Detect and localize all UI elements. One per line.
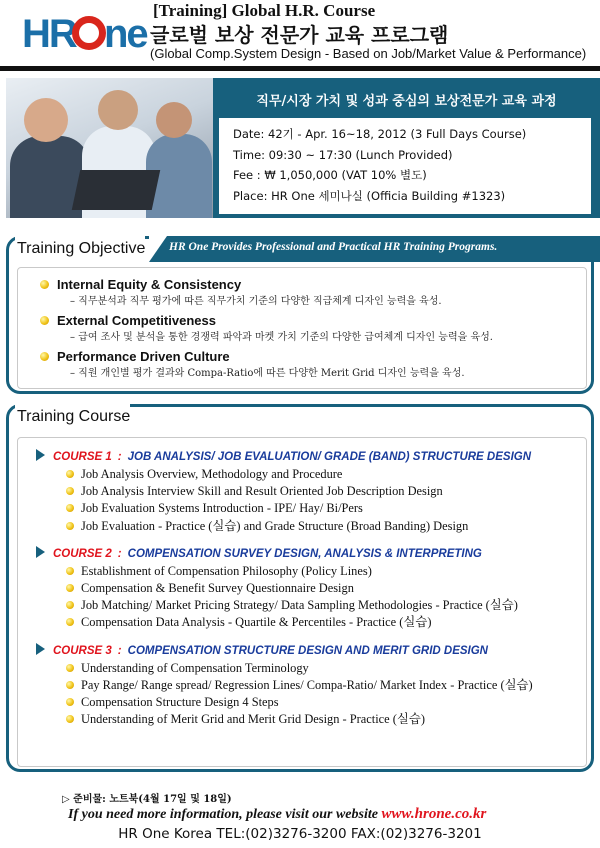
training-objective-section: [6, 236, 594, 394]
program-heading: 직무/시장 가치 및 성과 중심의 보상전문가 교육 과정: [256, 94, 557, 109]
course-block-2: [36, 545, 576, 632]
bullet-icon: [66, 681, 74, 689]
more-info-line: [68, 806, 486, 823]
course-label: [Training] Global H.R. Course: [153, 1, 376, 20]
program-info-box: [213, 78, 600, 218]
bullet-icon: [66, 698, 74, 706]
logo-ring-icon: [72, 16, 106, 50]
bullet-icon: [66, 601, 74, 609]
header-divider: [0, 66, 600, 71]
course-item: Compensation & Benefit Survey Questionnaire Design: [36, 580, 576, 597]
bullet-icon: [66, 567, 74, 575]
bullet-icon: [40, 316, 49, 325]
course-name: COMPENSATION STRUCTURE DESIGN AND MERIT GRID DESIGN: [127, 644, 488, 657]
objective-desc: – 급여 조사 및 분석을 통한 경쟁력 파악과 마켓 가치 기준의 다양한 급여체계 디자인 능력을 육성.: [70, 332, 493, 343]
course-block-3: [36, 642, 576, 729]
bullet-icon: [66, 584, 74, 592]
course-tab: Training Course: [15, 404, 130, 430]
objective-list: [17, 267, 587, 389]
course-item: Job Analysis Overview, Methodology and Procedure: [36, 466, 576, 483]
course-number: COURSE 2: [53, 547, 112, 560]
logo-ne: ne: [104, 12, 147, 56]
course-item: Understanding of Merit Grid and Merit Grid Design - Practice (실습): [36, 711, 576, 728]
arrow-right-icon: [36, 546, 45, 558]
objective-item: [40, 348, 576, 382]
course-item: Job Analysis Interview Skill and Result Oriented Job Description Design: [36, 483, 576, 500]
training-course-section: [6, 404, 594, 772]
objective-tab: Training Objective: [15, 236, 145, 262]
page-title: 글로벌 보상 전문가 교육 프로그램: [150, 23, 449, 47]
course-number: COURSE 3: [53, 644, 112, 657]
bullet-icon: [66, 522, 74, 530]
preparation-note: ▷ 준비물: 노트북(4월 17일 및 18일): [62, 794, 232, 805]
objective-title: External Competitiveness: [57, 313, 216, 328]
time-row: Time: 09:30 ~ 17:30 (Lunch Provided): [233, 147, 453, 162]
place-row: Place: HR One 세미나실 (Officia Building #1323): [233, 188, 506, 203]
arrow-right-icon: [36, 449, 45, 461]
course-title: COURSE 2 : COMPENSATION SURVEY DESIGN, ANALYSIS & INTERPRETING: [36, 545, 576, 563]
objective-title: Performance Driven Culture: [57, 349, 230, 364]
course-item: Pay Range/ Range spread/ Regression Lines/ Compa-Ratio/ Market Index - Practice (실습): [36, 677, 576, 694]
business-team-photo: [6, 78, 213, 218]
course-name: COMPENSATION SURVEY DESIGN, ANALYSIS & INTERPRETING: [127, 547, 482, 560]
course-number: COURSE 1: [53, 451, 112, 463]
logo-hr: HR: [22, 12, 76, 56]
date-row: Date: 42기 - Apr. 16~18, 2012 (3 Full Days Course): [233, 127, 527, 141]
course-list: [17, 437, 587, 767]
objective-desc: – 직원 개인별 평가 결과와 Compa-Ratio에 따른 다양한 Merit Grid 디자인 능력을 육성.: [70, 368, 465, 379]
website-link[interactable]: www.hrone.co.kr: [381, 806, 487, 822]
course-item: Job Matching/ Market Pricing Strategy/ Data Sampling Methodologies - Practice (실습): [36, 597, 576, 614]
objective-desc: – 직무분석과 직무 평가에 따른 직무가치 기준의 다양한 직급체계 디자인 능력을 육성.: [70, 296, 442, 307]
course-item: Job Evaluation - Practice (실습) and Grade Structure (Broad Banding) Design: [36, 518, 576, 535]
contact-line: HR One Korea TEL:(02)3276-3200 FAX:(02)3276-3201: [118, 826, 482, 842]
course-item: Job Evaluation Systems Introduction - IPE/ Hay/ Bi/Pers: [36, 500, 576, 517]
schedule-details: [219, 118, 591, 214]
bullet-icon: [66, 664, 74, 672]
course-item: Compensation Data Analysis - Quartile & Percentiles - Practice (실습): [36, 614, 576, 631]
objective-title: Internal Equity & Consistency: [57, 277, 242, 292]
objective-item: [40, 312, 576, 346]
course-name: JOB ANALYSIS/ JOB EVALUATION/ GRADE (BAND) STRUCTURE DESIGN: [127, 451, 532, 463]
header: [0, 0, 600, 68]
course-item: Understanding of Compensation Terminology: [36, 660, 576, 677]
course-block-1: [36, 448, 576, 535]
page-subtitle: (Global Comp.System Design - Based on Job/Market Value & Performance): [150, 46, 587, 61]
bullet-icon: [66, 618, 74, 626]
course-title: COURSE 1 : JOB ANALYSIS/ JOB EVALUATION/ GRADE (BAND) STRUCTURE DESIGN: [36, 448, 576, 466]
course-title: COURSE 3 : COMPENSATION STRUCTURE DESIGN AND MERIT GRID DESIGN: [36, 642, 576, 660]
bullet-icon: [40, 280, 49, 289]
bullet-icon: [66, 715, 74, 723]
objective-item: [40, 276, 576, 310]
banner: [0, 73, 600, 223]
slogan: HR One Provides Professional and Practical HR Training Programs.: [169, 241, 498, 253]
arrow-right-icon: [36, 643, 45, 655]
hrone-logo: [22, 10, 152, 56]
bullet-icon: [66, 487, 74, 495]
bullet-icon: [40, 352, 49, 361]
footer: [0, 784, 600, 848]
more-info-text: If you need more information, please visit our website: [68, 807, 382, 822]
bullet-icon: [66, 470, 74, 478]
objective-header-bar: [149, 236, 600, 262]
fee-row: Fee : ₩ 1,050,000 (VAT 10% 별도): [233, 168, 427, 182]
bullet-icon: [66, 504, 74, 512]
course-item: Establishment of Compensation Philosophy (Policy Lines): [36, 563, 576, 580]
course-item: Compensation Structure Design 4 Steps: [36, 694, 576, 711]
